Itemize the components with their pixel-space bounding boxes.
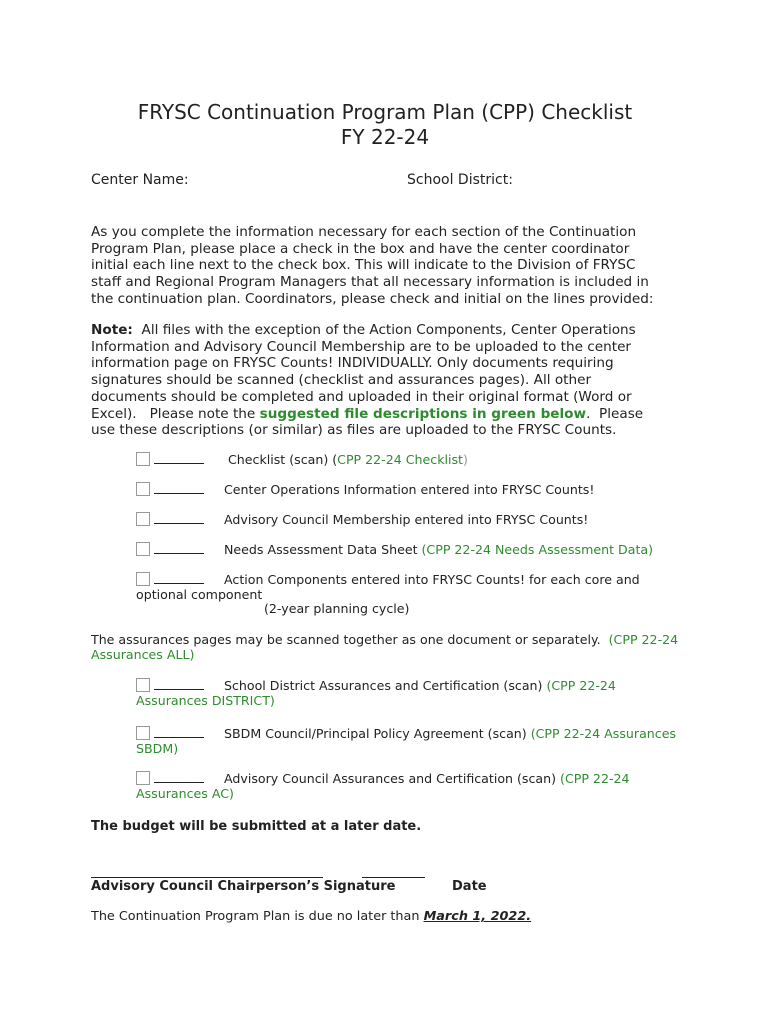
checklist-item-checklist: Checklist (scan) (CPP 22-24 Checklist) (136, 452, 468, 468)
signature-line[interactable] (91, 877, 323, 878)
note-paragraph (91, 322, 691, 439)
checkbox[interactable] (136, 452, 150, 466)
due-date-statement: The Continuation Program Plan is due no later than March 1, 2022. (91, 909, 532, 924)
checklist-item-advisory-council-membership: Advisory Council Membership entered into FRYSC Counts! (136, 512, 588, 528)
date-line[interactable] (362, 877, 425, 878)
budget-note: The budget will be submitted at a later date. (91, 819, 422, 834)
note-line: use these descriptions (or similar) as files are uploaded to the FRYSC Counts. (91, 422, 617, 439)
intro-line: As you complete the information necessary for each section of the Continuation (91, 224, 637, 240)
initials-line[interactable] (154, 482, 204, 494)
center-name-label: Center Name: (91, 172, 189, 188)
note-line: documents should be completed and uploaded in their original format (Word or (91, 388, 632, 405)
note-line: signatures should be scanned (checklist and assurances pages). All other (91, 372, 592, 389)
intro-line: initial each line next to the check box. This will indicate to the Division of FRYSC (91, 257, 636, 274)
note-line: information page on FRYSC Counts! INDIVIDUALLY. Only documents requiring (91, 355, 614, 372)
checkbox[interactable] (136, 512, 150, 526)
checkbox[interactable] (136, 678, 150, 692)
intro-line: staff and Regional Program Managers that all necessary information is included in (91, 274, 649, 291)
checkbox[interactable] (136, 542, 150, 556)
initials-line[interactable] (154, 512, 204, 524)
school-district-label: School District: (407, 172, 513, 188)
initials-line[interactable] (154, 572, 204, 584)
initials-line[interactable] (154, 726, 204, 738)
checklist-item-action-components: Action Components entered into FRYSC Counts! for each core and optional component (2-year planning cycle) (136, 572, 640, 616)
document-title: FRYSC Continuation Program Plan (CPP) Checklist (137, 100, 633, 124)
checkbox[interactable] (136, 726, 150, 740)
assurance-item-district: School District Assurances and Certification (scan) (CPP 22-24 Assurances DISTRICT) (136, 678, 616, 708)
date-label: Date (452, 879, 487, 894)
checkbox[interactable] (136, 482, 150, 496)
note-line: Information and Advisory Council Membership are to be uploaded to the center (91, 338, 632, 355)
intro-paragraph (91, 224, 691, 308)
file-descriptions-highlight: suggested file descriptions in green below (259, 405, 587, 422)
chairperson-signature-label: Advisory Council Chairperson’s Signature (91, 879, 396, 894)
intro-line: the continuation plan. Coordinators, please check and initial on the lines provided: (91, 290, 654, 307)
checklist-item-needs-assessment: Needs Assessment Data Sheet (CPP 22-24 Needs Assessment Data) (136, 542, 653, 558)
assurance-item-advisory-council: Advisory Council Assurances and Certification (scan) (CPP 22-24 Assurances AC) (136, 771, 630, 801)
checkbox[interactable] (136, 572, 150, 586)
intro-line: Program Plan, please place a check in the box and have the center coordinator (91, 240, 630, 257)
initials-line[interactable] (154, 678, 204, 690)
initials-line[interactable] (154, 771, 204, 783)
note-text: . Please (586, 405, 644, 422)
note-text: Excel). Please note the (91, 405, 260, 422)
initials-line[interactable] (154, 452, 204, 464)
assurance-item-sbdm: SBDM Council/Principal Policy Agreement (scan) (CPP 22-24 Assurances SBDM) (136, 726, 677, 756)
initials-line[interactable] (154, 542, 204, 554)
checklist-item-center-operations: Center Operations Information entered into FRYSC Counts! (136, 482, 594, 498)
due-date: March 1, 2022. (423, 909, 532, 924)
note-text: All files with the exception of the Action Components, Center Operations (132, 322, 636, 338)
document-subtitle: FY 22-24 (340, 125, 430, 149)
checkbox[interactable] (136, 771, 150, 785)
note-label: Note: (91, 322, 133, 338)
assurances-intro: The assurances pages may be scanned together as one document or separately. (CPP 22-24 Assurances ALL) (91, 632, 679, 662)
